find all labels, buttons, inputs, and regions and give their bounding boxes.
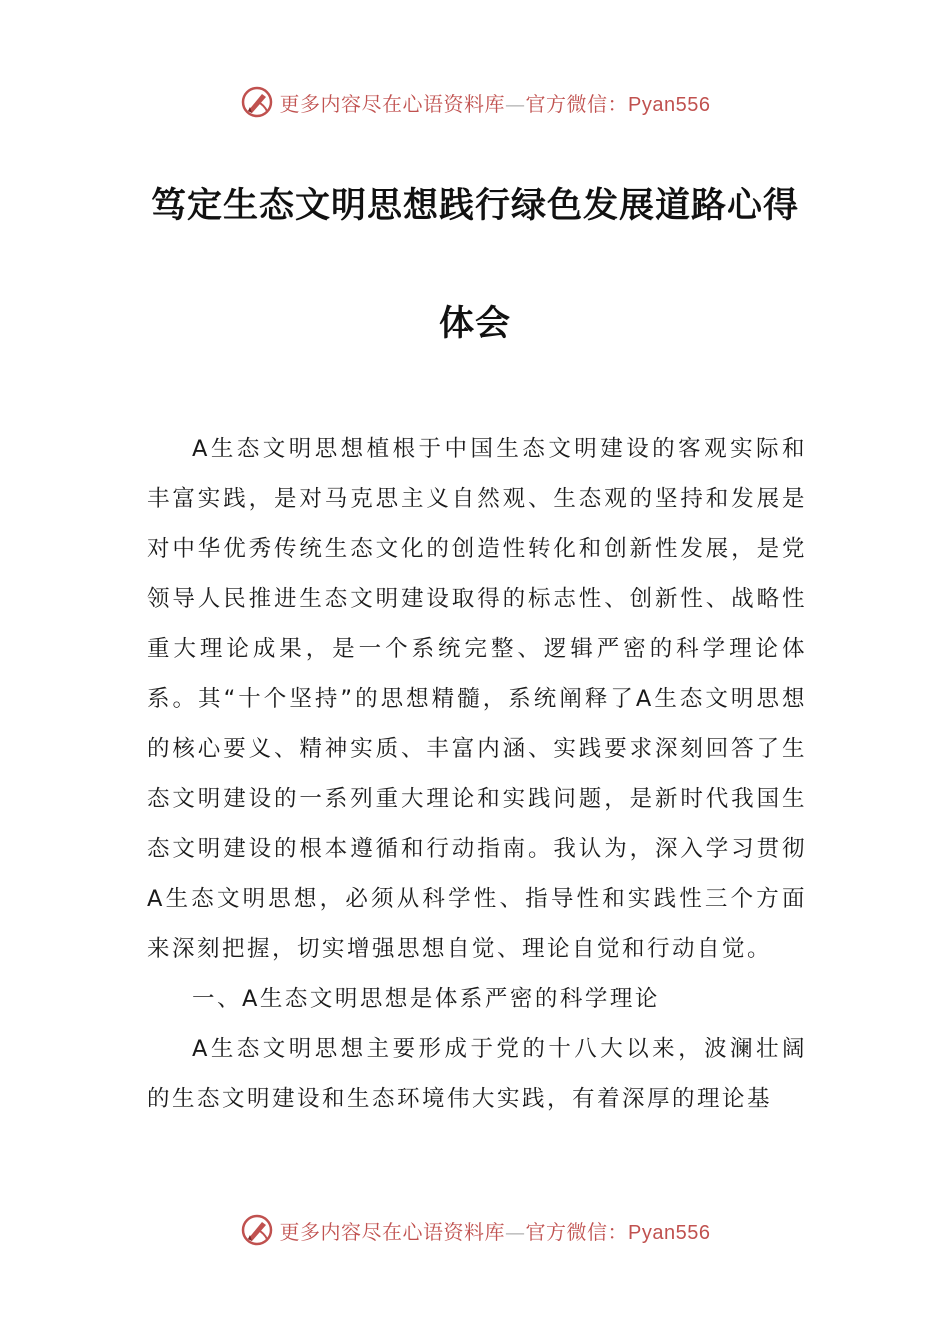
watermark-text: 更多内容尽在心语资料库—官方微信：Pyan556 (279, 1219, 711, 1244)
pen-logo-icon (240, 1213, 274, 1247)
paragraph-section-1: A生态文明思想主要形成于党的十八大以来，波澜壮阔的生态文明建设和生态环境伟大实践，有着深厚的理论基 (147, 1036, 807, 1112)
document-body (147, 424, 807, 1124)
paragraph-intro: A生态文明思想植根于中国生态文明建设的客观实际和丰富实践，是对马克思主义自然观、生态观的坚持和发展是对中华优秀传统生态文化的创造性转化和创新性发展，是党领导人民推进生态文明建设取得的标志性、创新性、战略性重大理论成果，是一个系统完整、逻辑严密的科学理论体系。其“十个坚持”的思想精髓，系统阐释了A生态文明思想的核心要义、精神实质、丰富内涵、实践要求深刻回答了生态文明建设的一系列重大理论和实践问题，是新时代我国生态文明建设的根本遵循和行动指南。我认为，深入学习贯彻A生态文明思想，必须从科学性、指导性和实践性三个方面来深刻把握，切实增强思想自觉、理论自觉和行动自觉。 (147, 436, 807, 962)
document-title-line1: 笃定生态文明思想践行绿色发展道路心得 (150, 186, 799, 226)
footer-watermark (0, 1210, 950, 1250)
section-heading-1: 一、A生态文明思想是体系严密的科学理论 (192, 986, 660, 1012)
pen-logo-icon (240, 85, 274, 119)
document-title-line2: 体会 (438, 304, 511, 344)
header-watermark (0, 82, 950, 122)
watermark-text: 更多内容尽在心语资料库—官方微信：Pyan556 (279, 91, 711, 116)
